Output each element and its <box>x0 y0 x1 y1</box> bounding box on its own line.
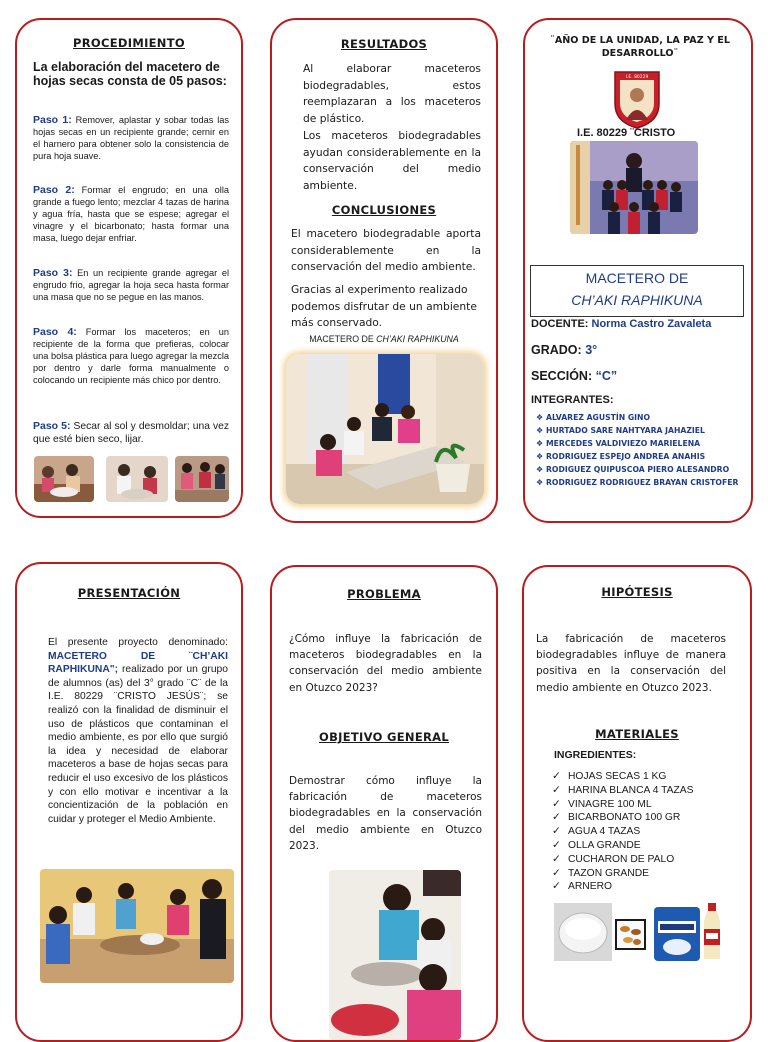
list-item: ✓ AGUA 4 TAZAS <box>552 826 641 838</box>
materials-list <box>552 770 742 894</box>
step-2 <box>33 184 229 244</box>
check-icon: ✓ <box>552 784 561 796</box>
seccion-line: SECCIÓN: “C” <box>531 369 618 383</box>
conclusiones-heading: CONCLUSIONES <box>331 203 437 217</box>
objetivo-heading: OBJETIVO GENERAL <box>319 730 449 744</box>
list-item: ❖ RODRIGUEZ ESPEJO ANDREA ANAHIS <box>536 452 706 461</box>
panel-portada <box>523 18 753 523</box>
step-5-label: Paso 5: <box>33 420 71 432</box>
step-4-text: Formar los maceteros; en un recipiente de la forma que prefieras, colocar una bolsa plástica para luego agregar la mezcla por dentro y darle forma manualmente o colocando un recipiente más chico por dentro. <box>33 327 229 385</box>
step-2-text: Formar el engrudo; en una olla grande a fuego lento; mezclar 4 tazas de harina y agua fría, hasta que se espese; agregar el vinagre y el bicarbonato; hasta formar una masa, luego dejar enfriar. <box>33 185 229 243</box>
diamond-icon: ❖ <box>536 426 544 435</box>
results-paragraph-2: Los maceteros biodegradables ayudan considerablemente en la conservación del medio ambiente. <box>303 129 481 192</box>
docente-line: DOCENTE: Norma Castro Zavaleta <box>531 318 712 330</box>
crest-text: I.E. 80229 <box>625 75 649 80</box>
problema-text: ¿Cómo influye la fabricación de maceteros biodegradables en la conservación del medio ambiente en Otuzco 2023? <box>289 633 482 694</box>
step-4-label: Paso 4: <box>33 326 77 338</box>
presentacion-heading: PRESENTACIÓN <box>77 586 181 600</box>
hipotesis-heading: HIPÓTESIS <box>601 585 673 599</box>
project-title-line-2: CH’AKI RAPHIKUNA <box>571 292 703 308</box>
panel-problema <box>270 565 498 1042</box>
step-4 <box>33 326 229 386</box>
panel-procedimiento <box>15 18 243 518</box>
check-icon: ✓ <box>552 839 561 851</box>
step-3 <box>33 267 229 303</box>
integrantes-label: INTEGRANTES: <box>531 394 614 406</box>
dry-leaves-image <box>615 919 646 950</box>
check-icon: ✓ <box>552 853 561 865</box>
results-photo <box>286 354 484 504</box>
ingredientes-label: INGREDIENTES: <box>554 749 637 761</box>
list-item: ✓ CUCHARON DE PALO <box>552 853 675 865</box>
seccion-value: “C” <box>595 369 618 383</box>
diamond-icon: ❖ <box>536 452 544 461</box>
step-1 <box>33 114 229 162</box>
diamond-icon: ❖ <box>536 413 544 422</box>
grado-line: GRADO: 3° <box>531 343 598 357</box>
step-5-text: Secar al sol y desmoldar; una vez que esté bien seco, lijar. <box>33 421 229 445</box>
diamond-icon: ❖ <box>536 465 544 474</box>
list-item: ✓ BICARBONATO 100 GR <box>552 812 681 824</box>
project-title-line-1: MACETERO DE <box>585 270 689 286</box>
procedimiento-intro: La elaboración del macetero de hojas secas consta de 05 pasos: <box>33 60 227 88</box>
resultados-heading: RESULTADOS <box>340 37 428 51</box>
problema-heading: PROBLEMA <box>347 587 421 601</box>
list-item: ❖ RODRIGUEZ RODRIGUEZ BRAYAN CRISTOFER <box>536 478 739 487</box>
panel-hipotesis <box>522 565 752 1042</box>
list-item: ❖ HURTADO SARE NAHTYARA JAHAZIEL <box>536 426 705 435</box>
problem-photo <box>329 870 461 1040</box>
step-5 <box>33 420 229 446</box>
project-title-box <box>530 265 744 317</box>
check-icon: ✓ <box>552 881 561 893</box>
list-item: ❖ RODIGUEZ QUIPUSCOA PIERO ALESANDRO <box>536 465 730 474</box>
procedimiento-heading: PROCEDIMIENTO <box>73 36 185 50</box>
list-item: ✓ TAZON GRANDE <box>552 867 650 879</box>
school-name: I.E. 80229 ¨CRISTO <box>577 127 676 139</box>
results-paragraph-1: Al elaborar maceteros biodegradables, estos reemplazaran a los maceteros de plástico. <box>303 62 481 125</box>
flour-bowl-image <box>554 903 612 961</box>
panel-presentacion <box>15 562 243 1042</box>
list-item: ❖ ALVAREZ AGUSTÍN GINO <box>536 413 650 422</box>
grado-value: 3° <box>585 343 598 357</box>
members-list <box>536 411 750 489</box>
step-1-label: Paso 1: <box>33 114 72 126</box>
presentation-photo <box>40 869 234 983</box>
panel-resultados <box>270 18 498 523</box>
bicarbonate-package-image <box>654 907 700 961</box>
conclusions-paragraph-1: El macetero biodegradable aporta considerablemente en la conservación del medio ambiente. <box>291 227 481 273</box>
step-1-text: Remover, aplastar y sobar todas las hojas secas en un recipiente grande; cernir en el harnero para obtener solo la consistencia de pura hoja suave. <box>33 115 229 161</box>
docente-name: Norma Castro Zavaleta <box>591 318 712 330</box>
vinegar-bottle-image <box>702 903 722 961</box>
list-item: ✓ VINAGRE 100 ML <box>552 798 652 810</box>
hipotesis-text: La fabricación de maceteros biodegradables influye de manera positiva en la conservación del medio ambiente en Otuzco 2023. <box>536 633 726 694</box>
step-3-label: Paso 3: <box>33 267 73 279</box>
list-item: ✓ HOJAS SECAS 1 KG <box>552 771 667 782</box>
check-icon: ✓ <box>552 826 561 838</box>
check-icon: ✓ <box>552 867 561 879</box>
check-icon: ✓ <box>552 771 561 782</box>
check-icon: ✓ <box>552 812 561 824</box>
diamond-icon: ❖ <box>536 439 544 448</box>
list-item: ✓ OLLA GRANDE <box>552 839 641 851</box>
list-item: ✓ ARNERO <box>552 881 613 893</box>
check-icon: ✓ <box>552 798 561 810</box>
step-3-text: En un recipiente grande agregar el engrudo frio, agregar la hoja seca hasta formar una masa que no se pegue en las manos. <box>33 268 229 302</box>
procedure-photo-3 <box>175 456 229 502</box>
presentacion-text: El presente proyecto denominado: MACETERO DE ¨CH’AKI RAPHIKUNA"; realizado por un grupo de alumnos (as) del 3° grado ¨C¨ de la I.E. 80229 ¨CRISTO JESÚS¨; se realizó con la finalidad de disminuir el uso de plásticos que contaminan el medio ambiente, es por ello que surgió la idea y necesidad de elaborar maceteros a base de hojas secas para reducir el uso excesivo de los plásticos y con ello motivar e incentivar a la concientización de la población en cuidar y proteger el Medio Ambiente. <box>48 637 228 825</box>
materiales-heading: MATERIALES <box>595 727 679 741</box>
photo-caption: MACETERO DE CH’AKI RAPHIKUNA <box>309 334 459 344</box>
step-2-label: Paso 2: <box>33 184 75 196</box>
list-item: ❖ MERCEDES VALDIVIEZO MARIELENA <box>536 439 701 448</box>
project-name-highlight: MACETERO DE ¨CH’AKI RAPHIKUNA"; <box>48 650 228 676</box>
list-item: ✓ HARINA BLANCA 4 TAZAS <box>552 784 694 796</box>
objetivo-text: Demostrar cómo influye la fabricación de maceteros biodegradables en la conservación del medio ambiente en Otuzco 2023. <box>289 775 482 852</box>
year-motto: ¨AÑO DE LA UNIDAD, LA PAZ Y EL DESARROLLO¨ <box>550 35 730 59</box>
diamond-icon: ❖ <box>536 478 544 487</box>
conclusions-paragraph-2: Gracias al experimento realizado podemos disfrutar de un ambiente más conservado. <box>291 283 477 329</box>
school-crest <box>613 70 661 130</box>
procedure-photo-2 <box>106 456 168 502</box>
procedure-photo-1 <box>34 456 94 502</box>
class-photo <box>570 141 698 234</box>
